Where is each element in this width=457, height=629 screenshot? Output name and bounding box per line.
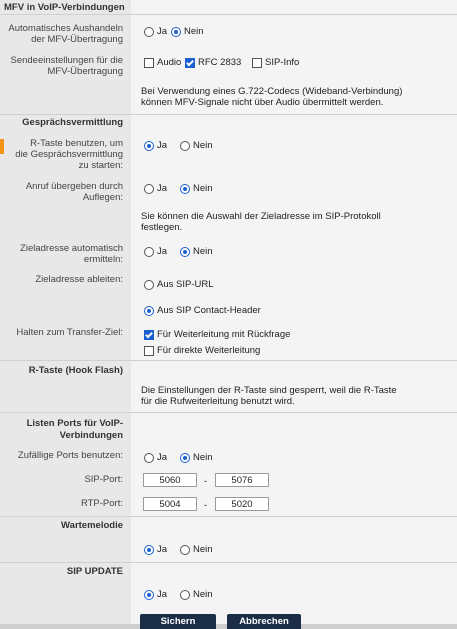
checkbox-sip-info[interactable] (252, 57, 299, 68)
section-title-gespraech: Gesprächsvermittlung (22, 117, 123, 128)
section-title-rtaste: R-Taste (Hook Flash) (28, 365, 123, 376)
divider (0, 360, 457, 361)
radio-auto-mfv-ja[interactable] (144, 26, 167, 37)
radio-button[interactable] (144, 453, 154, 463)
radio-aus-sip-contact[interactable] (144, 305, 261, 316)
rtp-port-from-input[interactable] (143, 497, 197, 511)
option-label: Nein (193, 452, 213, 463)
section-title-ports: Listen Ports für VoIP-Verbindungen (26, 418, 123, 441)
rtaste-note: Die Einstellungen der R-Taste sind gesperrt, weil die R-Taste für die Rufweiterleitung benutzt wird. (141, 385, 397, 407)
radio-warte-ja[interactable] (144, 544, 167, 555)
radio-zufall-nein[interactable] (180, 452, 213, 463)
option-label: Aus SIP-URL (157, 279, 214, 290)
option-label: Ja (157, 544, 168, 555)
checkbox[interactable] (144, 330, 154, 340)
option-label: Nein (193, 183, 213, 194)
option-label: Nein (184, 26, 204, 37)
label-anruf-uebergeben: Anruf übergeben durch Auflegen: (25, 181, 123, 203)
radio-rtaste-ja[interactable] (144, 140, 167, 151)
option-label: Nein (193, 246, 213, 257)
radio-auto-mfv-nein[interactable] (171, 26, 204, 37)
radio-sip-update-ja[interactable] (144, 589, 167, 600)
option-label: Audio (157, 57, 182, 68)
radio-anruf-nein[interactable] (180, 183, 213, 194)
radio-sip-update-nein[interactable] (180, 589, 213, 600)
label-ziel-auto: Zieladresse automatisch ermitteln: (20, 243, 123, 265)
label-halten-transfer: Halten zum Transfer-Ziel: (16, 327, 123, 338)
radio-button[interactable] (144, 590, 154, 600)
radio-anruf-ja[interactable] (144, 183, 167, 194)
checkbox[interactable] (252, 58, 262, 68)
option-label: SIP-Info (265, 57, 300, 68)
zieladresse-note: Sie können die Auswahl der Zieladresse im SIP-Protokoll festlegen. (141, 211, 381, 233)
divider (0, 114, 457, 115)
label-ziel-ableiten: Zieladresse ableiten: (35, 274, 123, 285)
label-zufall-ports: Zufällige Ports benutzen: (17, 450, 123, 461)
divider (0, 14, 457, 15)
rtp-port-to-input[interactable] (215, 497, 269, 511)
mfv-note: Bei Verwendung eines G.722-Codecs (Wideband-Verbindung) können MFV-Signale nicht über Audio übermittelt werden. (141, 86, 403, 108)
radio-ziel-auto-nein[interactable] (180, 246, 213, 257)
sip-port-to-input[interactable] (215, 473, 269, 487)
label-rtp-port: RTP-Port: (80, 498, 123, 509)
option-label: Ja (157, 183, 168, 194)
divider (0, 516, 457, 517)
radio-button[interactable] (144, 247, 154, 257)
checkbox-weiterleitung-rueckfrage[interactable] (144, 329, 290, 340)
sip-port-from-input[interactable] (143, 473, 197, 487)
range-dash: - (204, 500, 208, 511)
divider (0, 412, 457, 413)
checkbox[interactable] (144, 346, 154, 356)
radio-button[interactable] (171, 27, 181, 37)
option-label: Ja (157, 452, 168, 463)
option-label: Ja (157, 140, 168, 151)
option-label: Ja (157, 589, 168, 600)
option-label: Ja (157, 26, 168, 37)
radio-button[interactable] (144, 184, 154, 194)
option-label: Nein (193, 544, 213, 555)
option-label: Für direkte Weiterleitung (157, 345, 261, 356)
radio-button[interactable] (180, 184, 190, 194)
option-label: Nein (193, 140, 213, 151)
radio-button[interactable] (180, 545, 190, 555)
active-row-marker (0, 139, 4, 154)
radio-button[interactable] (144, 306, 154, 316)
save-button[interactable]: Sichern (140, 614, 216, 629)
cancel-button[interactable]: Abbrechen (227, 614, 301, 629)
checkbox[interactable] (185, 58, 195, 68)
section-title-warte: Wartemelodie (61, 520, 123, 531)
checkbox-direkte-weiterleitung[interactable] (144, 345, 260, 356)
label-send-mfv: Sendeeinstellungen für die MFV-Übertragung (10, 55, 123, 77)
radio-button[interactable] (180, 453, 190, 463)
section-title-mfv: MFV in VoIP-Verbindungen (4, 2, 125, 13)
divider (0, 562, 457, 563)
label-rtaste-vermittlung: R-Taste benutzen, um die Gesprächsvermittlung zu starten: (15, 138, 123, 171)
radio-rtaste-nein[interactable] (180, 140, 213, 151)
label-sip-port: SIP-Port: (84, 474, 123, 485)
section-title-sip-update: SIP UPDATE (66, 566, 123, 577)
radio-button[interactable] (180, 141, 190, 151)
radio-aus-sip-url[interactable] (144, 279, 214, 290)
radio-button[interactable] (144, 280, 154, 290)
range-dash: - (204, 476, 208, 487)
option-label: Aus SIP Contact-Header (157, 305, 261, 316)
radio-warte-nein[interactable] (180, 544, 213, 555)
radio-button[interactable] (144, 545, 154, 555)
radio-button[interactable] (180, 590, 190, 600)
checkbox-rfc2833[interactable] (185, 57, 241, 68)
checkbox-audio[interactable] (144, 57, 181, 68)
option-label: Ja (157, 246, 168, 257)
radio-ziel-auto-ja[interactable] (144, 246, 167, 257)
option-label: Nein (193, 589, 213, 600)
label-auto-mfv: Automatisches Aushandeln der MFV-Übertragung (8, 23, 123, 45)
radio-button[interactable] (144, 141, 154, 151)
radio-zufall-ja[interactable] (144, 452, 167, 463)
option-label: Für Weiterleitung mit Rückfrage (157, 329, 291, 340)
checkbox[interactable] (144, 58, 154, 68)
radio-button[interactable] (144, 27, 154, 37)
radio-button[interactable] (180, 247, 190, 257)
label-column (0, 0, 131, 629)
option-label: RFC 2833 (198, 57, 242, 68)
